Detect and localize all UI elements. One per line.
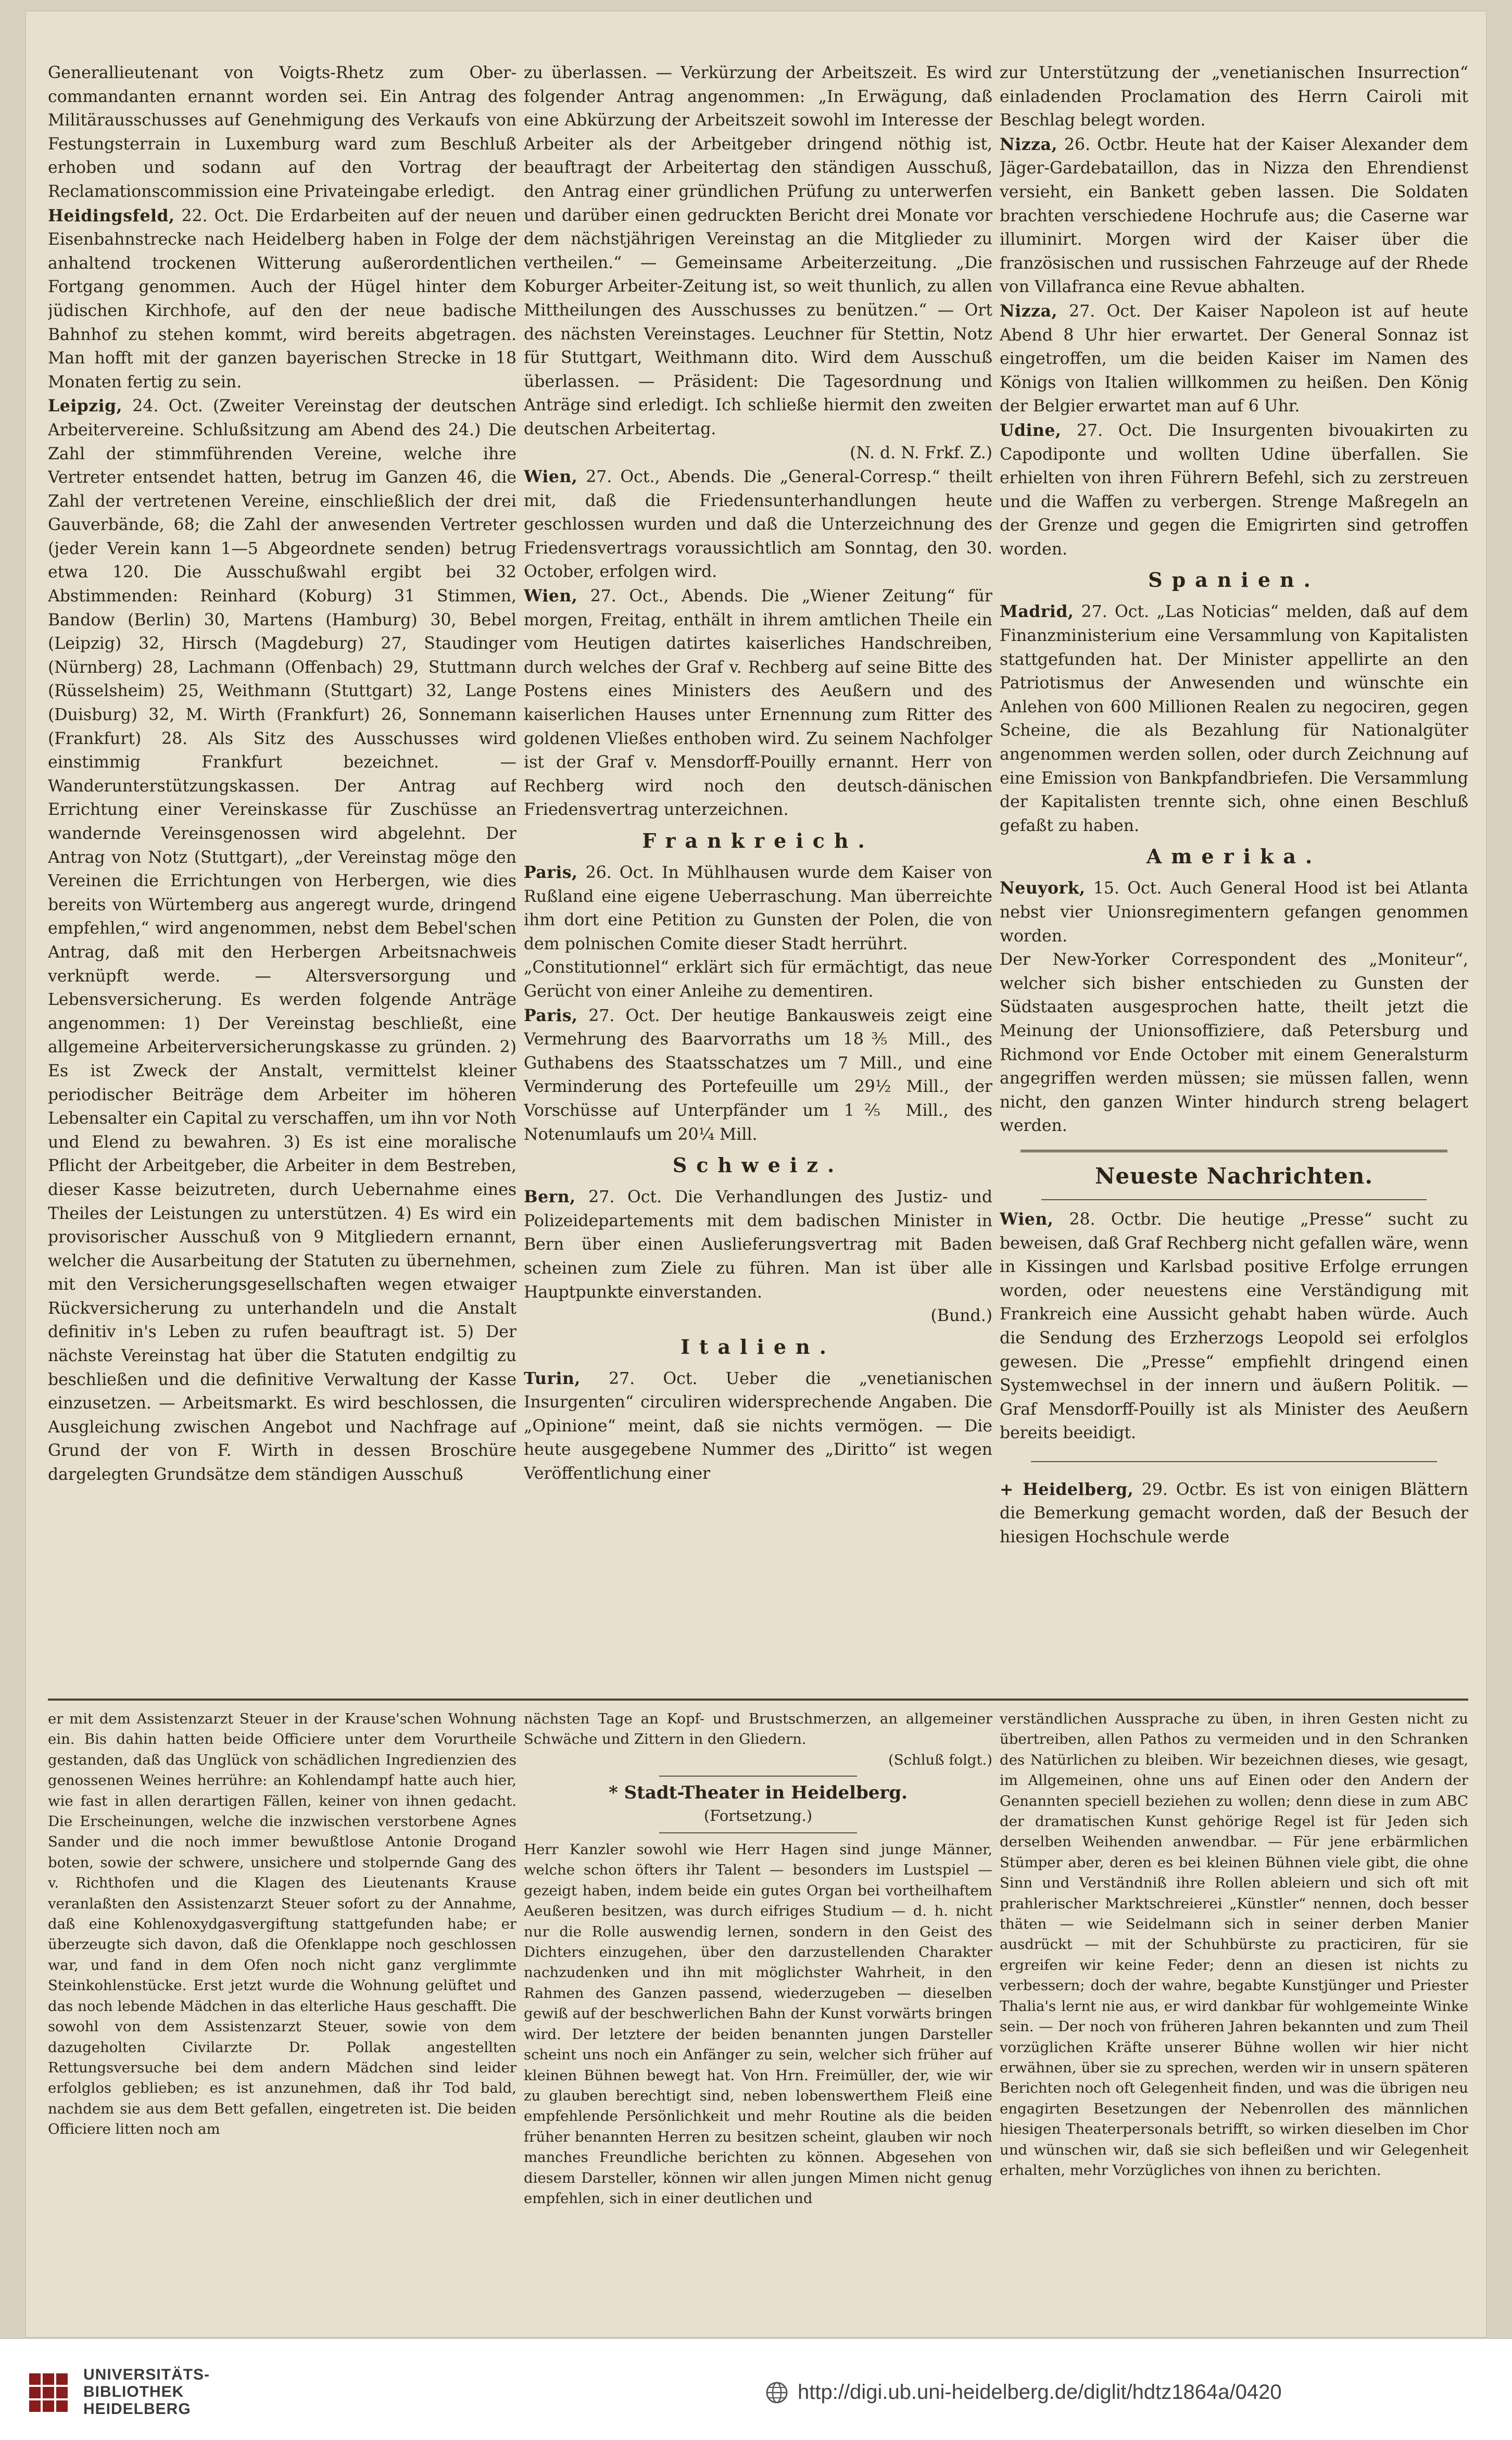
dateline-place: Neuyork, [1000, 878, 1086, 898]
section-rule [1041, 1199, 1427, 1200]
column-3 [1000, 61, 1468, 1695]
news-article [524, 956, 992, 1003]
news-article [524, 861, 992, 956]
dateline-place: Leipzig, [48, 396, 123, 416]
dateline-place: Nizza, [1000, 301, 1057, 321]
news-article [1000, 61, 1468, 133]
article-text: 26. Octbr. Heute hat der Kaiser Alexander dem Jäger-Gardebataillon, das in Nizza den Ehrendienst versieht, ein Bankett geben lassen. Die Soldaten brachten verschiedene Hochrufe aus; die Caserne war illuminirt. Morgen wird der Kaiser über die französischen und russischen Fahrzeuge auf der Rhede von Villafranca eine Revue abhalten. [1000, 135, 1468, 297]
article-text: 27. Oct., Abends. Die „Wiener Zeitung“ für morgen, Freitag, enthält in ihrem amtlichen Theile ein vom Heutigen datirtes kaiserliches Handschreiben, durch welches der Graf v. Rechberg auf seine Bitte des Postens eines Ministers des Aeußern und des kaiserlichen Hauses unter Ernennung zum Ritter des goldenen Vließes enthoben wird. Zu seinem Nachfolger ist der Graf v. Mensdorff-Pouilly ernannt. Herr von Rechberg wird noch den deutsch-dänischen Friedensvertrag unterzeichnen. [524, 587, 992, 820]
dateline-place: Udine, [1000, 420, 1062, 440]
feuilleton-column-2 [524, 1709, 992, 2308]
news-article [524, 1367, 992, 1486]
dateline-place: Wien, [524, 586, 578, 606]
news-article [524, 584, 992, 822]
feuilleton-text-2b: Herr Kanzler sowohl wie Herr Hagen sind junge Männer, welche schon öfters ihr Talent — besonders im Lustspiel — gezeigt haben, indem beide ein gutes Organ bei vortheilhaftem Aeußeren besitzen, was durch eifriges Studium — d. h. nicht nur die Rolle auswendig lernen, sondern in den Geist des Dichters einzugehen, über den darzustellenden Charakter nachzudenken und ihn mit möglichster Wahrheit, in den Rahmen des Ganzen passend, wiederzugeben — dieselben gewiß auf der beschwerlichen Bahn der Kunst vorwärts bringen wird. Der letztere der beiden benannten jungen Darsteller scheint uns noch ein Anfänger zu sein, welcher sich früher auf kleinen Bühnen bewegt hat. Von Hrn. Freimüller, der, wie wir zu glauben berechtigt sind, neben lobenswerthem Fleiß eine empfehlende Persönlichkeit und mehr Routine als die beiden früher benannten Herren zu besitzen scheint, glauben wir noch manches Freundliche berichten zu können. Abgesehen von diesem Darsteller, können wir allen jungen Mimen nicht genug empfehlen, sich in einer deutlichen und [524, 1841, 992, 2207]
article-text: 22. Oct. Die Erdarbeiten auf der neuen Eisenbahnstrecke nach Heidelberg haben in Folge der anhaltend trockenen Witterung außerordentlichen Fortgang genommen. Auch der Hügel hinter dem jüdischen Kirchhofe, auf den der neue badische Bahnhof zu stehen kommt, wird bereits abgetragen. Man hofft mit der ganzen bayerischen Strecke in 18 Monaten fertig zu sein. [48, 206, 516, 392]
permalink[interactable] [765, 2381, 1282, 2404]
article-text: 24. Oct. (Zweiter Vereinstag der deutschen Arbeitervereine. Schlußsitzung am Abend des 24.) Die Zahl der stimmführenden Vereine, welche ihre Vertreter entsendet hatten, betrug im Ganzen 46, die Zahl der vertretenen Vereine, einschließlich der drei Gauverbände, 68; die Zahl der anwesenden Vertreter (jeder Verein kann 1—5 Abgeordnete senden) betrug etwa 120. Die Ausschußwahl ergibt bei 32 Abstimmenden: Reinhard (Koburg) 31 Stimmen, Bandow (Berlin) 30, Martens (Hamburg) 30, Bebel (Leipzig) 32, Hirsch (Magdeburg) 27, Staudinger (Nürnberg) 28, Lachmann (Offenbach) 29, Stuttmann (Rüsselsheim) 25, Weithmann (Stuttgart) 32, Lange (Duisburg) 32, M. Wirth (Frankfurt) 26, Sonnemann (Frankfurt) 28. Als Sitz des Ausschusses wird einstimmig Frankfurt bezeichnet. — Wanderunterstützungskassen. Der Antrag auf Errichtung einer Vereinskasse für Zuschüsse an wandernde Vereinsgenossen wird abgelehnt. Der Antrag von Notz (Stuttgart), „der Vereinstag möge den Vereinen die Errichtungen von Herbergen, wie dies bereits von Würtemberg aus angeregt wurde, dringend empfehlen,“ wird angenommen, nebst dem Bebel'schen Antrag, daß mit den Herbergen Arbeitsnachweis verknüpft werde. — Altersversorgung und Lebensversicherung. Es werden folgende Anträge angenommen: 1) Der Vereinstag beschließt, eine allgemeine Arbeiterversicherungskasse zu gründen. 2) Es ist Zweck der Anstalt, vermittelst kleiner periodischer Beiträge dem Arbeiter im höheren Lebensalter ein Capital zu verschaffen, um ihn vor Noth und Elend zu bewahren. 3) Es ist eine moralische Pflicht der Arbeitgeber, die Arbeiter in dem Bestreben, dieser Kasse beizutreten, durch Uebernahme eines Theiles der Leistungen zu unterstützen. 4) Es wird ein provisorischer Ausschuß von 9 Mitgliedern ernannt, welcher die Ausarbeitung der Statuten zu übernehmen, mit den Versicherungsgesellschaften wegen etwaiger Rückversicherung zu unterhandeln und die Anstalt definitiv in's Leben zu rufen beauftragt ist. 5) Der nächste Vereinstag hat über die Statuten endgiltig zu beschließen und die definitive Verwaltung der Kasse einzusetzen. — Arbeitsmarkt. Es wird beschlossen, die Ausgleichung zwischen Angebot und Nachfrage auf Grund der von F. Wirth in dessen Broschüre dargelegten Grundsätze dem ständigen Ausschuß [48, 397, 516, 1485]
library-name-line-2: BIBLIOTHEK [83, 2383, 184, 2400]
dateline-place: Nizza, [1000, 134, 1057, 154]
to-be-continued: (Schluß folgt.) [888, 1751, 992, 1768]
article-text: zu überlassen. — Verkürzung der Arbeitszeit. Es wird folgender Antrag angenommen: „In Erwägung, daß eine Abkürzung der Arbeitszeit sowohl im Interesse der Arbeiter als der Arbeitgeber dringend nöthig ist, beauftragt der Arbeitertag den ständigen Ausschuß, den Antrag einer gründlichen Prüfung zu unterwerfen und darüber einen gedruckten Bericht drei Monate vor dem nächstjährigen Vereinstag an die Mitglieder zu vertheilen.“ — Gemeinsame Arbeiterzeitung. „Die Koburger Arbeiter-Zeitung ist, so weit thunlich, zu allen Mittheilungen des Ausschusses zu benützen.“ — Ort des nächsten Vereinstages. Leuchner für Stettin, Notz für Stuttgart, Weithmann dito. Wird dem Ausschuß überlassen. — Präsident: Die Tagesordnung und Anträge sind erledigt. Ich schließe hiermit den zweiten deutschen Arbeitertag. [524, 64, 992, 438]
feuilleton-text-2a: nächsten Tage an Kopf- und Brustschmerzen, an allgemeiner Schwäche und Zittern in den Gliedern. [524, 1710, 992, 1748]
dateline-place: Paris, [524, 1005, 578, 1025]
article-text: 26. Oct. In Mühlhausen wurde dem Kaiser von Rußland eine eigene Ueberraschung. Man überreichte ihm dort eine Petition zu Gunsten der Polen, die von dem polnischen Comite dieser Stadt herrührt. [524, 863, 992, 953]
article-text: zur Unterstützung der „venetianischen Insurrection“ einladenden Proclamation des Herrn Cairoli mit Beschlag belegt worden. [1000, 64, 1468, 130]
section-heading: Spanien. [1148, 568, 1320, 592]
article-text: 27. Oct. Der heutige Bankausweis zeigt eine Vermehrung des Baarvorraths um 18⅗ Mill., des Guthabens des Staatsschatzes um 7 Mill., und eine Verminderung des Portefeuille um 29½ Mill., der Vorschüsse auf Unterpfänder um 1⅖ Mill., des Notenumlaufs um 20¼ Mill. [524, 1006, 992, 1144]
section-heading: Amerika. [1146, 845, 1322, 869]
article-text: Der New-Yorker Correspondent des „Moniteur“, welcher sich bisher entschieden zu Gunsten der Südstaaten ausgesprochen hatte, theilt jetzt die Meinung der Unionsoffiziere, daß Petersburg und Richmond vor Ende October mit einem Generalsturm angegriffen werden müssen; sie müssen fallen, wenn nicht, den ganzen Winter hindurch streng belagert werden. [1000, 950, 1468, 1136]
university-library-logo-icon [26, 2370, 71, 2415]
article-text: 15. Oct. Auch General Hood ist bei Atlanta nebst vier Unionsregimentern gefangen genommen worden. [1000, 879, 1468, 946]
dateline-place: Madrid, [1000, 602, 1074, 622]
news-article [1000, 299, 1468, 419]
feuilleton-text-3: verständlichen Aussprache zu üben, in ihren Gesten nicht zu übertreiben, allen Pathos zu vermeiden und in den Schranken des Natürlichen zu bleiben. Wir bezeichnen dieses, wie gesagt, im Allgemeinen, ohne uns auf Einen oder den Andern der Genannten speciell beziehen zu wollen; denn diese in zum ABC der dramatischen Kunst gehörige Regel ist für Jeden sich derselben Weihenden anwendbar. — Für jene erbärmlichen Stümper aber, deren es bei kleinen Bühnen viele gibt, die ohne Sinn und Verständniß ihre Rollen ableiern und sich oft mit prahlerischer Marktschreierei „Künstler“ nennen, doch besser thäten — wie Seidelmann sich in seiner derben Manier ausdrückt — mit der Schuhbürste zu practiciren, für sie ergreifen wir keine Feder; denn an diesen ist nichts zu verbessern; doch der wahre, begabte Kunstjünger und Priester Thalia's lernt nie aus, er wird dankbar für wohlgemeinte Winke sein. — Der noch von früheren Jahren bekannten und zum Theil vorzüglichen Kräfte unserer Bühne wollen wir hier nicht erwähnen, über sie zu sprechen, werden wir in unsern späteren Berichten noch oft Gelegenheit finden, und was die übrigen neu engagirten Besetzungen der Nebenrollen des männlichen hiesigen Theaterpersonals betrifft, so wirken dieselben im Chor und wünschen wir, daß sie sich befleißen und wir Gelegenheit erhalten, mehr Vorzügliches von ihnen zu berichten. [1000, 1710, 1468, 2179]
section-rule [659, 1832, 857, 1833]
permalink-text[interactable]: http://digi.ub.uni-heidelberg.de/diglit/hdtz1864a/0420 [798, 2381, 1282, 2404]
news-article [1000, 1208, 1468, 1445]
article-text: 27. Oct. „Las Noticias“ melden, daß auf dem Finanzministerium eine Versammlung von Kapitalisten stattgefunden hat. Der Minister appellirte an den Patriotismus der Anwesenden und wünschte ein Anlehen von 600 Millionen Realen zu negociren, gegen Scheine, die als Bezahlung für Nationalgüter angenommen werden sollen, oder durch Zeichnung auf eine Emission von Bankpfandbriefen. Die Versammlung der Kapitalisten trennte sich, ohne einen Beschluß gefaßt zu haben. [1000, 602, 1468, 835]
column-2 [524, 61, 992, 1695]
article-text: Generallieutenant von Voigts-Rhetz zum Ober-commandanten ernannt worden sei. Ein Antrag des Militärausschusses auf Genehmigung des Verkaufs von Festungsterrain in Luxemburg ward zum Beschluß erhoben und sodann auf den Vortrag der Reclamationscommission eine Privateingabe erledigt. [48, 64, 516, 201]
article-text: 28. Octbr. Die heutige „Presse“ sucht zu beweisen, daß Graf Rechberg nicht gefallen wäre, wenn in Kissingen und Karlsbad positive Erfolge errungen worden, oder neuestens eine Verständigung mit Frankreich eine Aussicht gehabt haben würde. Auch die Sendung des Erzherzogs Leopold sei erfolglos gewesen. Die „Presse“ empfiehlt dringend einen Systemwechsel in der innern und äußern Politik. — Graf Mensdorff-Pouilly ist als Minister des Aeußern bereits beeidigt. [1000, 1210, 1468, 1443]
news-article [524, 61, 992, 442]
news-article [48, 394, 516, 1487]
feuilleton-section [48, 1709, 1468, 2308]
news-article [524, 465, 992, 584]
news-article [1000, 133, 1468, 299]
article-text: 27. Oct. Die Verhandlungen des Justiz- und Polizeidepartements mit dem badischen Minister in Bern über einen Auslieferungsvertrag mit Baden scheinen zum Ziele zu führen. Man ist über alle Hauptpunkte einverstanden. [524, 1188, 992, 1302]
library-name-line-1: UNIVERSITÄTS- [83, 2366, 210, 2383]
news-article [524, 1185, 992, 1304]
article-text: 29. Octbr. Es ist von einigen Blättern die Bemerkung gemacht worden, daß der Besuch der hiesigen Hochschule werde [1000, 1480, 1468, 1547]
feuilleton-divider [48, 1699, 1468, 1701]
dateline-place: Heidingsfeld, [48, 206, 175, 225]
dateline-place: Bern, [524, 1187, 576, 1207]
news-article [1000, 1478, 1468, 1550]
dateline-place: + Heidelberg, [1000, 1479, 1134, 1499]
dateline-place: Wien, [1000, 1209, 1054, 1229]
dateline-place: Paris, [524, 863, 578, 882]
latest-news-heading: Neueste Nachrichten. [1095, 1163, 1373, 1189]
news-article [524, 1004, 992, 1147]
section-rule [1031, 1461, 1437, 1462]
feuilleton-column-1 [48, 1709, 516, 2308]
upper-section [48, 61, 1468, 1695]
news-article [1000, 419, 1468, 562]
news-article [1000, 876, 1468, 948]
dateline-place: Wien, [524, 467, 578, 487]
feuilleton-title: * Stadt-Theater in Heidelberg. [608, 1782, 908, 1804]
article-source: (Bund.) [930, 1306, 992, 1326]
article-source: (N. d. N. Frkf. Z.) [850, 443, 992, 462]
article-text: 27. Oct., Abends. Die „General-Corresp.“ theilt mit, daß die Friedensunterhandlungen heute geschlossen wurden und daß die Unterzeichnung des Friedensvertrags voraussichtlich am Sonntag, den 30. October, erfolgen wird. [524, 468, 992, 582]
article-text: 27. Oct. Ueber die „venetianischen Insurgenten“ circuliren widersprechende Angaben. Die „Opinione“ meint, daß sie nichts vermögen. — Die heute ausgegebene Nummer des „Diritto“ ist wegen Veröffentlichung einer [524, 1369, 992, 1483]
feuilleton-text-1: er mit dem Assistenzarzt Steuer in der Krause'schen Wohnung ein. Bis dahin hatten beide Officiere unter dem Vorurtheile gestanden, daß das Unglück von schädlichen Ingredienzien des genossenen Weines herrühre: an Kohlendampf hatte auch hier, wie fast in allen derartigen Fällen, keiner von ihnen gedacht. Die Erscheinungen, welche die inzwischen verstorbene Agnes Sander und die noch immer bewußtlose Antonie Drogand boten, sowie der schwere, unsichere und stolpernde Gang des v. Richthofen und die Klagen des Lieutenants Krause veranlaßten den Assistenzarzt Steuer sofort zu der Annahme, daß eine Kohlenoxydgasvergiftung stattgefunden habe; er überzeugte sich davon, daß die Ofenklappe noch geschlossen war, und fand in dem Ofen noch nicht ganz verglimmte Steinkohlenstücke. Erst jetzt wurde die Wohnung gelüftet und das noch lebende Mädchen in das elterliche Haus geschafft. Die sowohl von dem Assistenzarzt Steuer, sowie von dem dazugeholten Civilarzte Dr. Pollak angestellten Rettungsversuche bei dem andern Mädchen sind leider erfolglos geblieben; es ist anzunehmen, daß ihr Tod bald, nachdem sie aus dem Bett gefallen, eingetreten ist. Die beiden Officiere litten noch am [48, 1710, 516, 2138]
column-1 [48, 61, 516, 1695]
section-heading: Italien. [681, 1335, 836, 1359]
feuilleton-column-3 [1000, 1709, 1468, 2308]
library-name-line-3: HEIDELBERG [83, 2400, 191, 2418]
article-text: 27. Oct. Die Insurgenten bivouakirten zu Capodiponte und wollten Udine überfallen. Sie erhielten von ihren Führern Befehl, sich zu zerstreuen und die Waffen zu verbergen. Strenge Maßregeln an der Grenze und gegen die Emigrirten sind getroffen worden. [1000, 421, 1468, 559]
news-article [1000, 600, 1468, 838]
section-heading: Schweiz. [672, 1153, 844, 1177]
library-name [83, 2366, 210, 2418]
section-heading: Frankreich. [642, 829, 874, 852]
section-rule [1020, 1150, 1447, 1152]
viewer-footer [0, 2338, 1512, 2440]
news-article [48, 204, 516, 395]
feuilleton-subtitle: (Fortsetzung.) [703, 1806, 813, 1825]
article-text: 27. Oct. Der Kaiser Napoleon ist auf heute Abend 8 Uhr hier erwartet. Der General Sonnaz ist eingetroffen, um die beiden Kaiser im Namen des Königs von Italien willkommen zu heißen. Den König der Belgier erwartet man auf 6 Uhr. [1000, 301, 1468, 416]
news-article [48, 61, 516, 204]
dateline-place: Turin, [524, 1368, 581, 1388]
section-rule [659, 1776, 857, 1777]
article-text: „Constitutionnel“ erklärt sich für ermächtigt, das neue Gerücht von einer Anleihe zu dementiren. [524, 958, 992, 1001]
news-article [1000, 948, 1468, 1138]
globe-icon [765, 2381, 788, 2404]
